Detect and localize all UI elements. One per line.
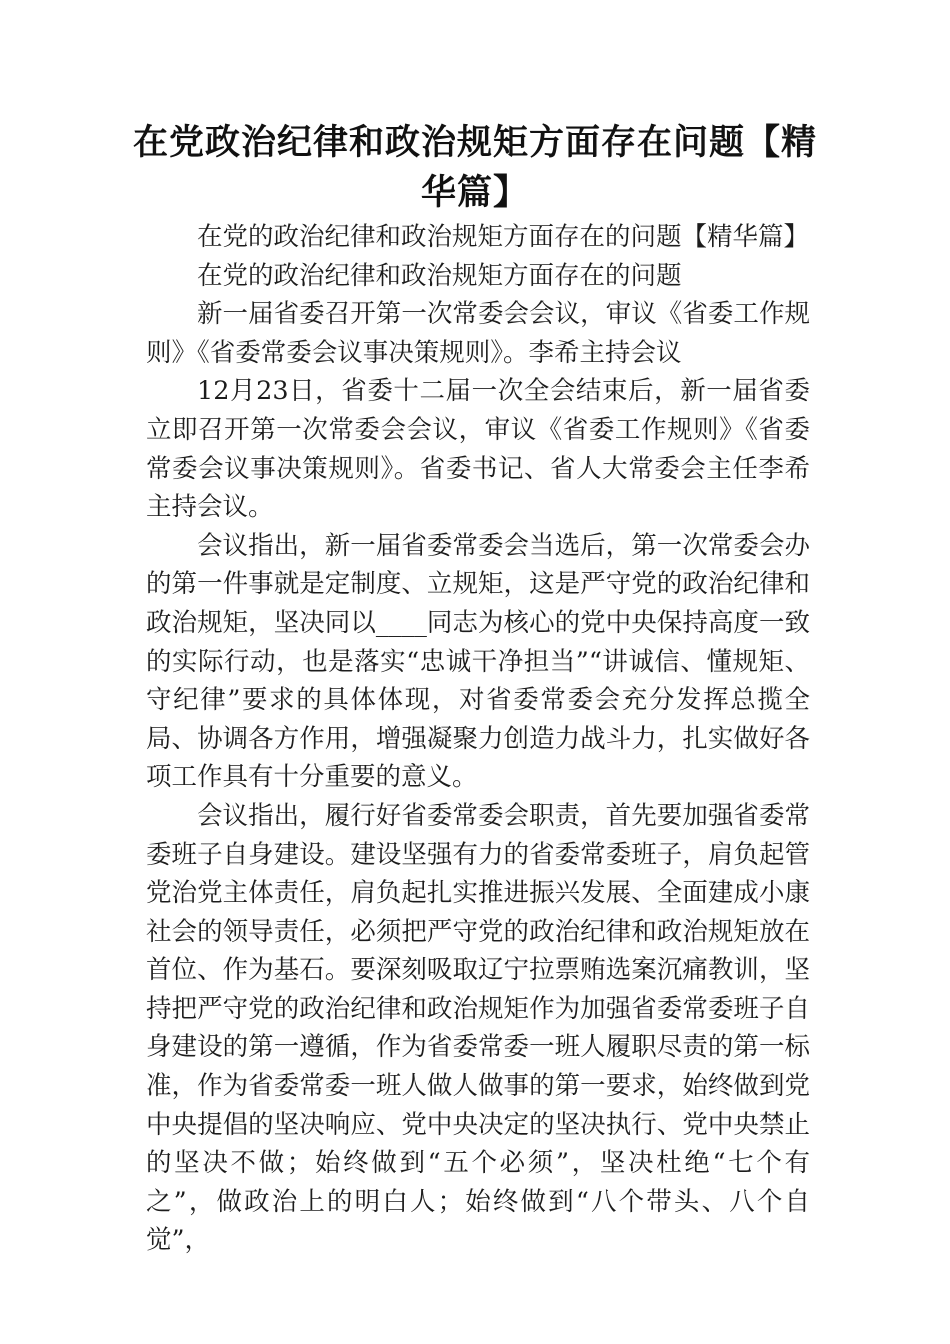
paragraph-meeting-point-1: 会议指出，新一届省委常委会当选后，第一次常委会办的第一件事就是定制度、立规矩，这是严守党的政治纪律和政治规矩，坚决同以____同志为核心的党中央保持高度一致的实际行动，也是落实“忠诚干净担当”“讲诚信、懂规矩、守纪律”要求的具体体现，对省委常委会充分发挥总揽全局、协调各方作用，增强凝聚力创造力战斗力，扎实做好各项工作具有十分重要的意义。 [146,530,810,793]
paragraph-heading: 在党的政治纪律和政治规矩方面存在的问题 [197,260,682,291]
paragraph-meeting-point-2: 会议指出，履行好省委常委会职责，首先要加强省委常委班子自身建设。建设坚强有力的省委常委班子，肩负起管党治党主体责任，肩负起扎实推进振兴发展、全面建成小康社会的领导责任，必须把严守党的政治纪律和政治规矩放在首位、作为基石。要深刻吸取辽宁拉票贿选案沉痛教训，坚持把严守党的政治纪律和政治规矩作为加强省委常委班子自身建设的第一遵循，作为省委常委一班人履职尽责的第一标准，作为省委常委一班人做人做事的第一要求，始终做到党中央提倡的坚决响应、党中央决定的坚决执行、党中央禁止的坚决不做；始终做到“五个必须”，坚决杜绝“七个有之”，做政治上的明白人；始终做到“八个带头、八个自觉”， [146,800,810,1256]
paragraph-meeting-intro: 12月23日，省委十二届一次全会结束后，新一届省委立即召开第一次常委会会议，审议《省委工作规则》《省委常委会议事决策规则》。省委书记、省人大常委会主任李希主持会议。 [146,376,810,523]
paragraph-subtitle: 在党的政治纪律和政治规矩方面存在的问题【精华篇】 [197,222,810,252]
document-title: 在党政治纪律和政治规矩方面存在问题【精华篇】 [132,123,817,213]
document-body [146,218,810,1260]
paragraph-news-headline: 新一届省委召开第一次常委会会议，审议《省委工作规则》《省委常委会议事决策规则》。李希主持会议 [146,299,810,368]
